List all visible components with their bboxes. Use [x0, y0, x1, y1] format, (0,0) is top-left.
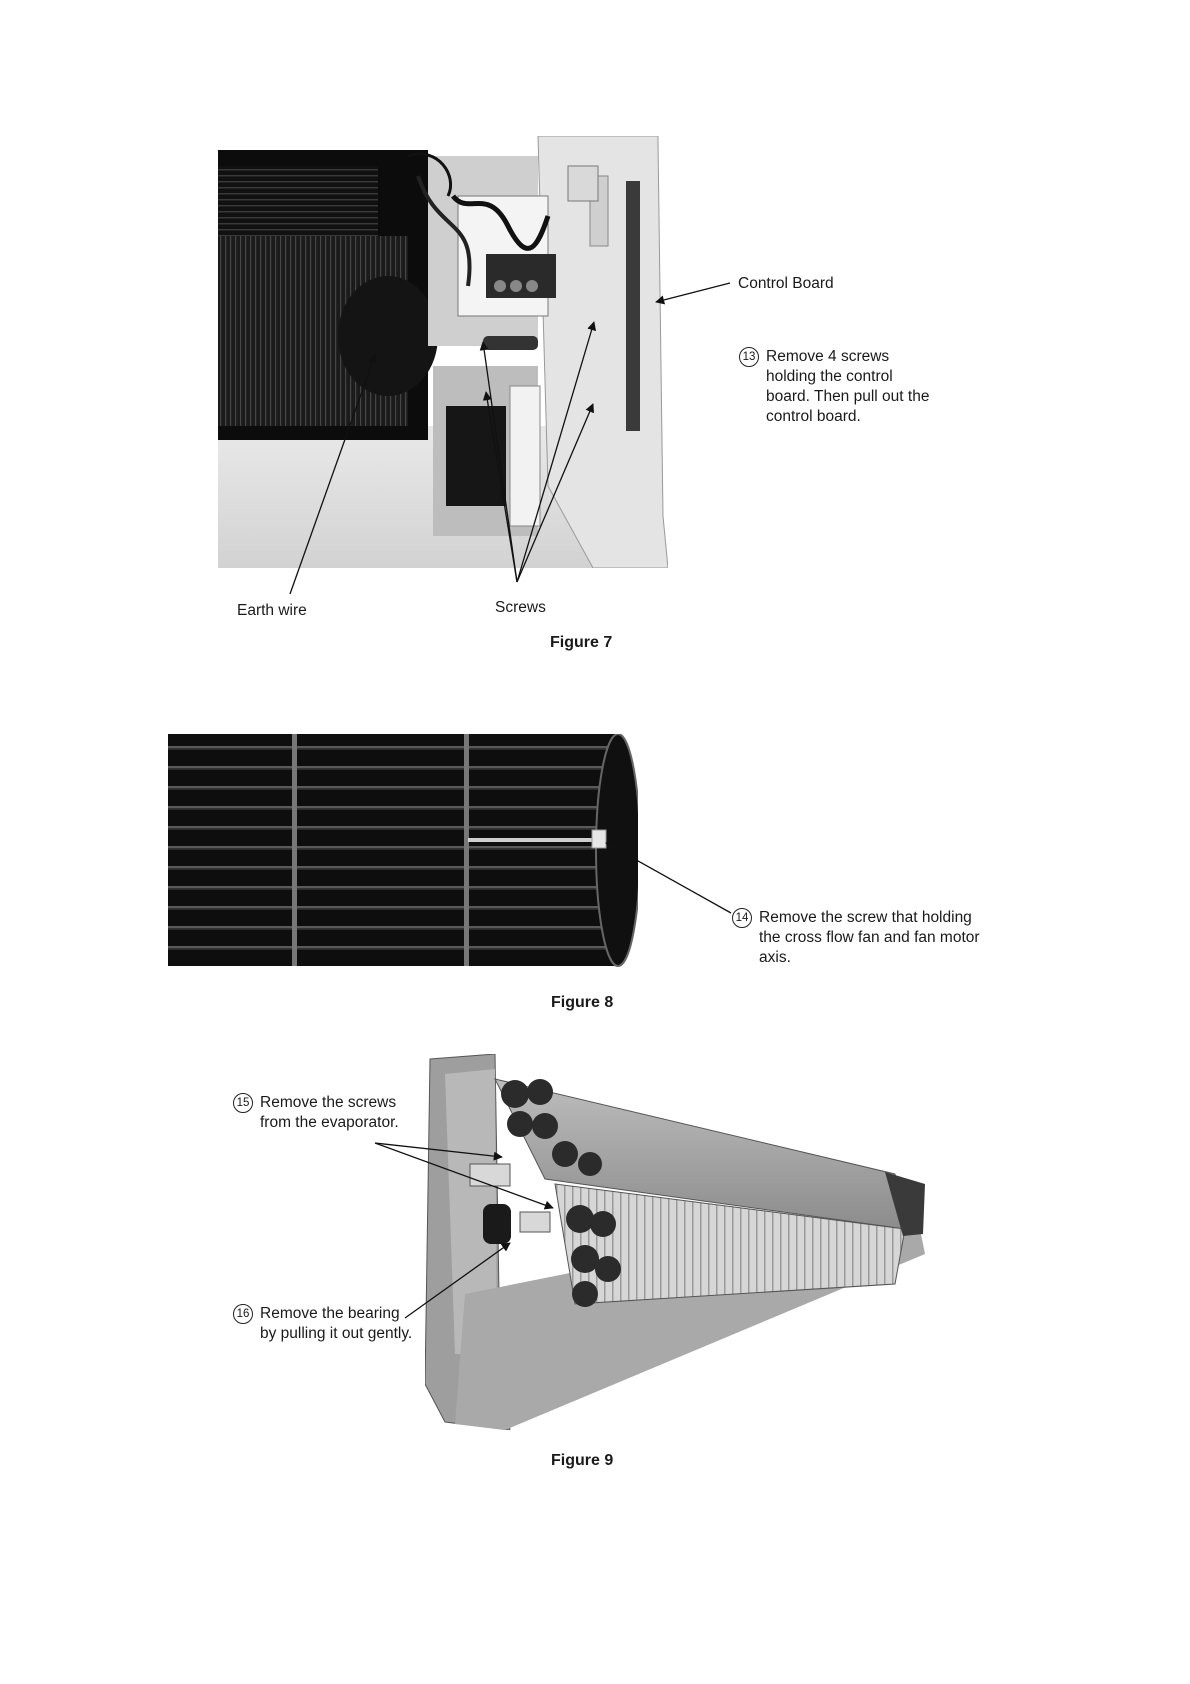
- step-16-leader: [405, 1243, 510, 1318]
- step-14-leader: [606, 843, 731, 913]
- step-number-badge: 16: [233, 1304, 253, 1324]
- earth-wire-label: Earth wire: [237, 602, 307, 619]
- step-16-line-1: Remove the bearing: [260, 1305, 400, 1322]
- step-15-line-2: from the evaporator.: [260, 1114, 399, 1131]
- figure-9-caption: Figure 9: [551, 1452, 614, 1469]
- step-14-line-3: axis.: [759, 949, 791, 966]
- step-13-line-3: board. Then pull out the: [766, 388, 930, 405]
- screw-leader-3: [517, 322, 594, 582]
- step-13-line-2: holding the control: [766, 368, 893, 385]
- screw-leader-4: [517, 404, 593, 582]
- step-16-line-2: by pulling it out gently.: [260, 1325, 413, 1342]
- step-13-line-4: control board.: [766, 408, 861, 425]
- step-14-line-2: the cross flow fan and fan motor: [759, 929, 980, 946]
- figure-8-caption: Figure 8: [551, 994, 614, 1011]
- step-number-badge: 13: [739, 347, 759, 367]
- step-14-line-1: Remove the screw that holding: [759, 909, 972, 926]
- screw-leader-2: [486, 392, 517, 582]
- control-board-label: Control Board: [738, 275, 834, 292]
- earth-wire-leader: [290, 355, 375, 594]
- control-board-leader: [656, 283, 730, 302]
- screw-leader-1: [483, 342, 517, 582]
- figure-7-caption: Figure 7: [550, 634, 613, 651]
- step-13-line-1: Remove 4 screws: [766, 348, 890, 365]
- step-number-badge: 15: [233, 1093, 253, 1113]
- step-15-line-1: Remove the screws: [260, 1094, 397, 1111]
- screws-label: Screws: [495, 599, 546, 616]
- step-number-badge: 14: [732, 908, 752, 928]
